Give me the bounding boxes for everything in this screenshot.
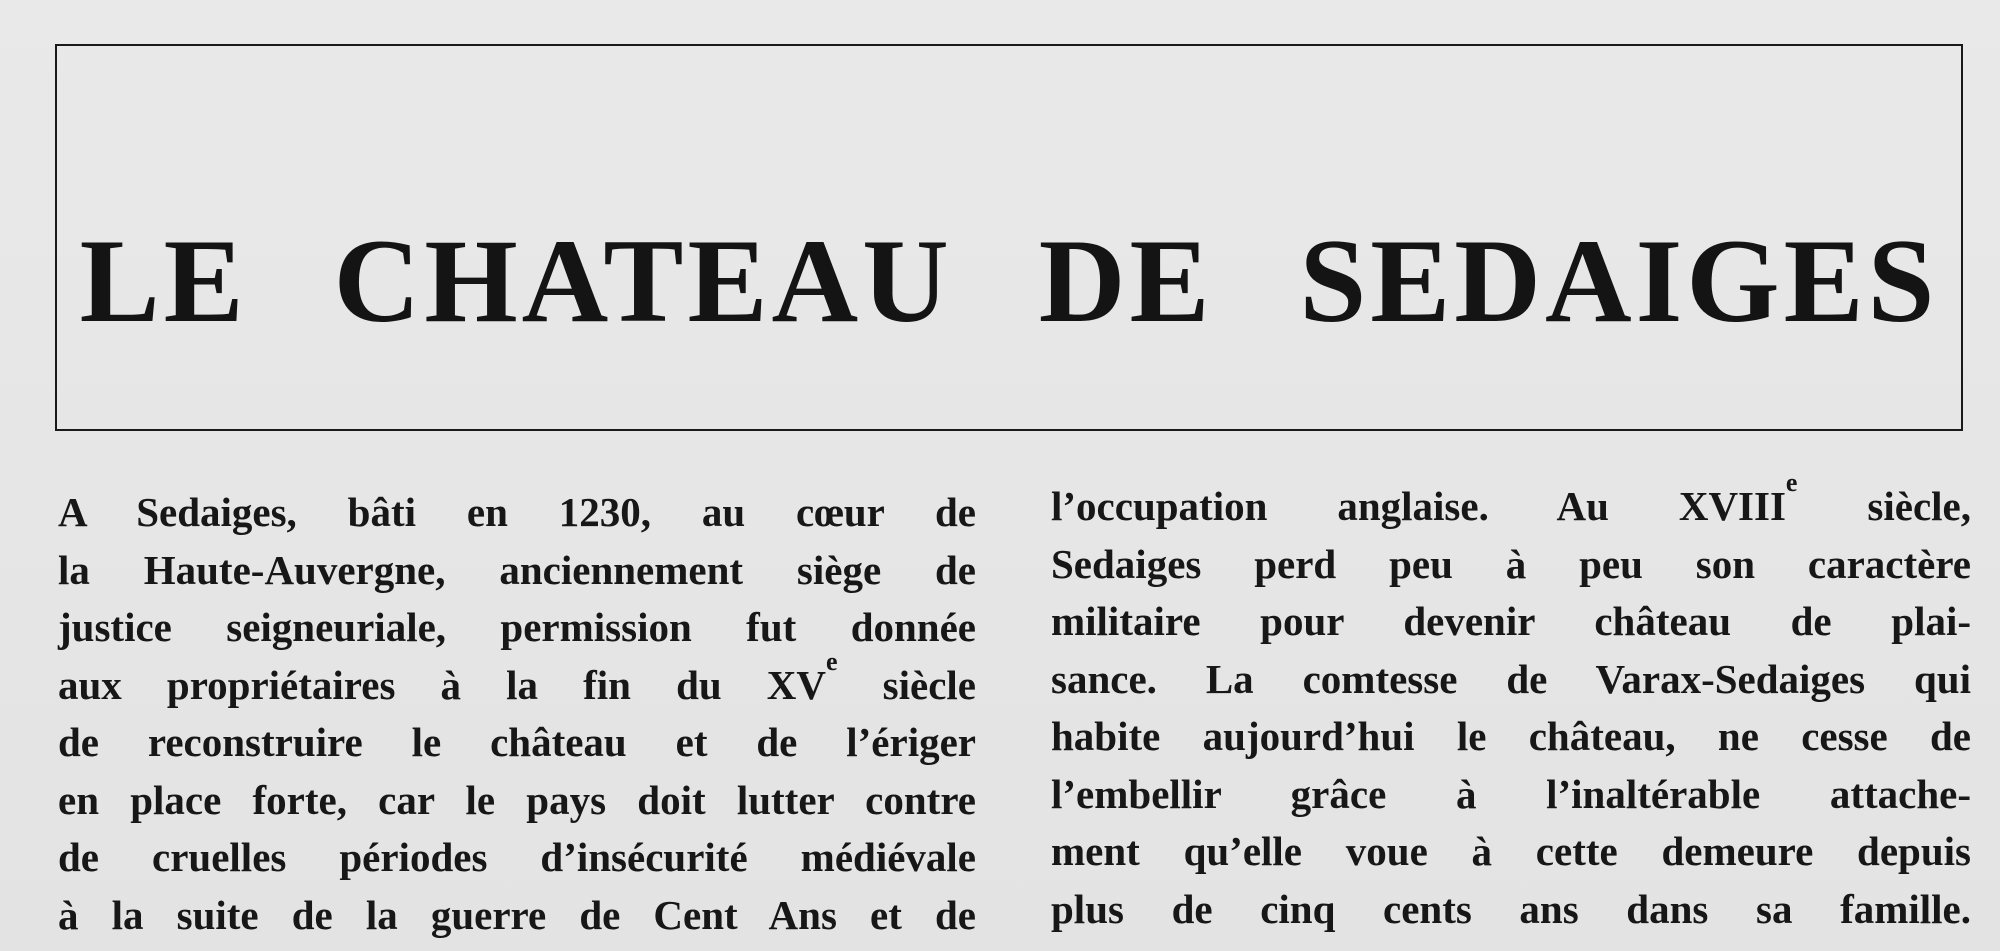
right-text-column [1051,468,1971,938]
article-title: LE CHATEAU DE SEDAIGES [79,214,1939,347]
superscript-e: e [1785,468,1798,497]
superscript-e: e [826,646,838,676]
right-line-1-tail: siècle, [1867,483,1971,529]
left-line-4-tail: siècle [882,661,976,708]
title-frame [55,44,1963,431]
left-line-7: de cruelles périodes d’insécurité médiévale [58,834,976,880]
left-line-4 [58,646,976,715]
right-line-2: Sedaiges perd peu à peu son caractère [1051,540,1971,587]
left-line-6: en place forte, car le pays doit lutter contre [58,776,976,823]
right-line-1 [1051,468,1971,536]
left-line-1: A Sedaiges, bâti en 1230, au cœur de [58,489,976,535]
right-line-4: sance. La comtesse de Varax-Sedaiges qui [1051,655,1971,702]
left-line-4-head: aux propriétaires à la fin du XV [58,661,826,708]
left-line-8: à la suite de la guerre de Cent Ans et de [58,891,976,938]
right-line-1-head: l’occupation anglaise. Au XVIII [1051,483,1786,529]
right-line-3: militaire pour devenir château de plai- [1051,598,1971,644]
right-line-5: habite aujourd’hui le château, ne cesse de [1051,713,1971,759]
right-line-7: ment qu’elle voue à cette demeure depuis [1051,828,1971,874]
right-line-6: l’embellir grâce à l’inaltérable attache- [1051,770,1971,817]
left-line-5: de reconstruire le château et de l’ériger [58,719,976,765]
left-text-column [58,484,976,944]
right-line-8: plus de cinq cents ans dans sa famille. [1051,885,1971,932]
left-line-3: justice seigneuriale, permission fut donnée [58,604,976,650]
left-line-2: la Haute-Auvergne, anciennement siège de [58,546,976,593]
